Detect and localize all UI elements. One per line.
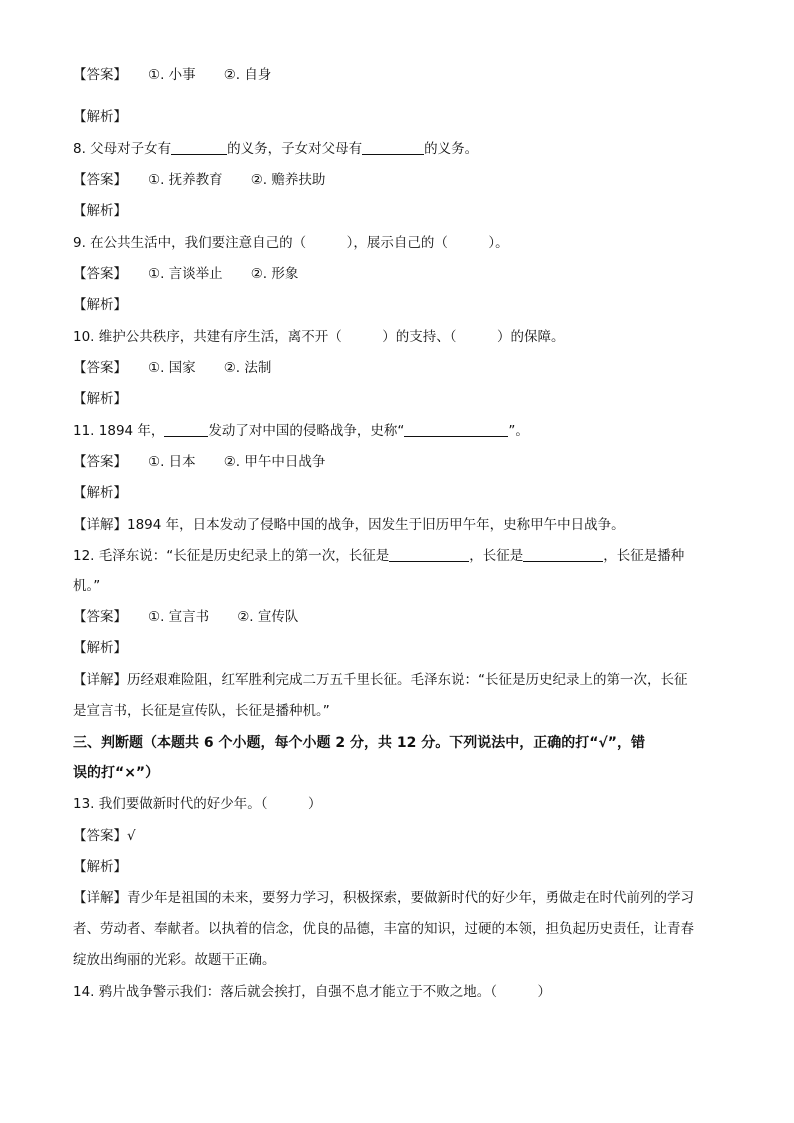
q13-detail-cont: 绽放出绚丽的光彩。故题干正确。 [73,952,276,968]
q12-answer-1: ①. 宣言书 [148,609,210,625]
analysis-label: 【解析】 [73,859,127,875]
q14-question: 14. 鸦片战争警示我们：落后就会挨打，自强不息才能立于不败之地。（ ） [73,984,552,1000]
q12-answer-2: ②. 宣传队 [237,609,299,625]
q8-answer-2: ②. 赡养扶助 [250,172,326,188]
q11-answer-1: ①. 日本 [148,454,196,470]
q10-answer-1: ①. 国家 [148,360,196,376]
q12-answer-line [73,607,298,627]
q13-answer-line [73,826,136,846]
fill-blank [389,547,469,562]
analysis-label: 【解析】 [73,485,127,501]
q8-answer-line [73,170,325,190]
detail-label: 【详解】 [73,672,127,688]
fill-blank [404,422,508,437]
detail-label: 【详解】 [73,517,127,533]
q11-detail: 【详解】1894 年，日本发动了侵略中国的战争，因发生于旧历甲午年，史称甲午中日战争。 [73,517,625,533]
q12-detail: 【详解】历经艰难险阻，红军胜利完成二万五千里长征。毛泽东说：“长征是历史纪录上的第一次，长征 [73,672,688,688]
q7-answer-2: ②. 自身 [223,67,272,83]
answer-label: 【答案】 [73,360,127,376]
q10-answer-2: ②. 法制 [223,360,272,376]
q7-answer-line [73,65,271,85]
q10-answer-line [73,358,271,378]
q12-question-cont: 机。” [73,578,101,594]
q13-question: 13. 我们要做新时代的好少年。（ ） [73,796,322,812]
section3-heading-cont: 误的打“×”） [73,765,160,781]
q11-question: 11. 1894 年， 发动了对中国的侵略战争，史称“ ”。 [73,423,529,439]
fill-blank [164,422,208,437]
q12-detail-cont: 是宣言书，长征是宣传队，长征是播种机。” [73,703,330,719]
answer-label: 【答案】 [73,454,127,470]
q10-question: 10. 维护公共秩序，共建有序生活，离不开（ ）的支持、（ ）的保障。 [73,329,565,345]
answer-label: 【答案】 [73,828,127,844]
q9-answer-1: ①. 言谈举止 [148,266,223,282]
q9-answer-2: ②. 形象 [250,266,299,282]
q11-answer-line [73,452,325,472]
fill-blank [171,140,227,155]
q13-detail: 【详解】青少年是祖国的未来，要努力学习，积极探索，要做新时代的好少年，勇做走在时代前列的学习 [73,890,694,906]
q11-answer-2: ②. 甲午中日战争 [223,454,326,470]
q8-answer-1: ①. 抚养教育 [148,172,223,188]
q8-question: 8. 父母对子女有 的义务，子女对父母有 的义务。 [73,141,479,157]
answer-label: 【答案】 [73,609,127,625]
q9-answer-line [73,264,298,284]
q13-answer: √ [127,828,136,844]
analysis-label: 【解析】 [73,391,127,407]
answer-label: 【答案】 [73,266,127,282]
answer-label: 【答案】 [73,67,127,83]
q9-question: 9. 在公共生活中，我们要注意自己的（ ），展示自己的（ ）。 [73,235,509,251]
q7-answer-1: ①. 小事 [148,67,196,83]
analysis-label: 【解析】 [73,297,127,313]
analysis-label: 【解析】 [73,640,127,656]
detail-label: 【详解】 [73,890,127,906]
fill-blank [362,140,424,155]
q12-question: 12. 毛泽东说：“长征是历史纪录上的第一次，长征是 ，长征是 ，长征是播种 [73,548,685,564]
analysis-label: 【解析】 [73,203,127,219]
fill-blank [523,547,603,562]
answer-label: 【答案】 [73,172,127,188]
q13-detail-cont: 者、劳动者、奉献者。以执着的信念，优良的品德，丰富的知识，过硬的本领，担负起历史责任，让青春 [73,921,694,937]
section3-heading: 三、判断题（本题共 6 个小题，每个小题 2 分，共 12 分。下列说法中，正确的打“√”，错 [73,735,645,751]
analysis-label: 【解析】 [73,109,127,125]
